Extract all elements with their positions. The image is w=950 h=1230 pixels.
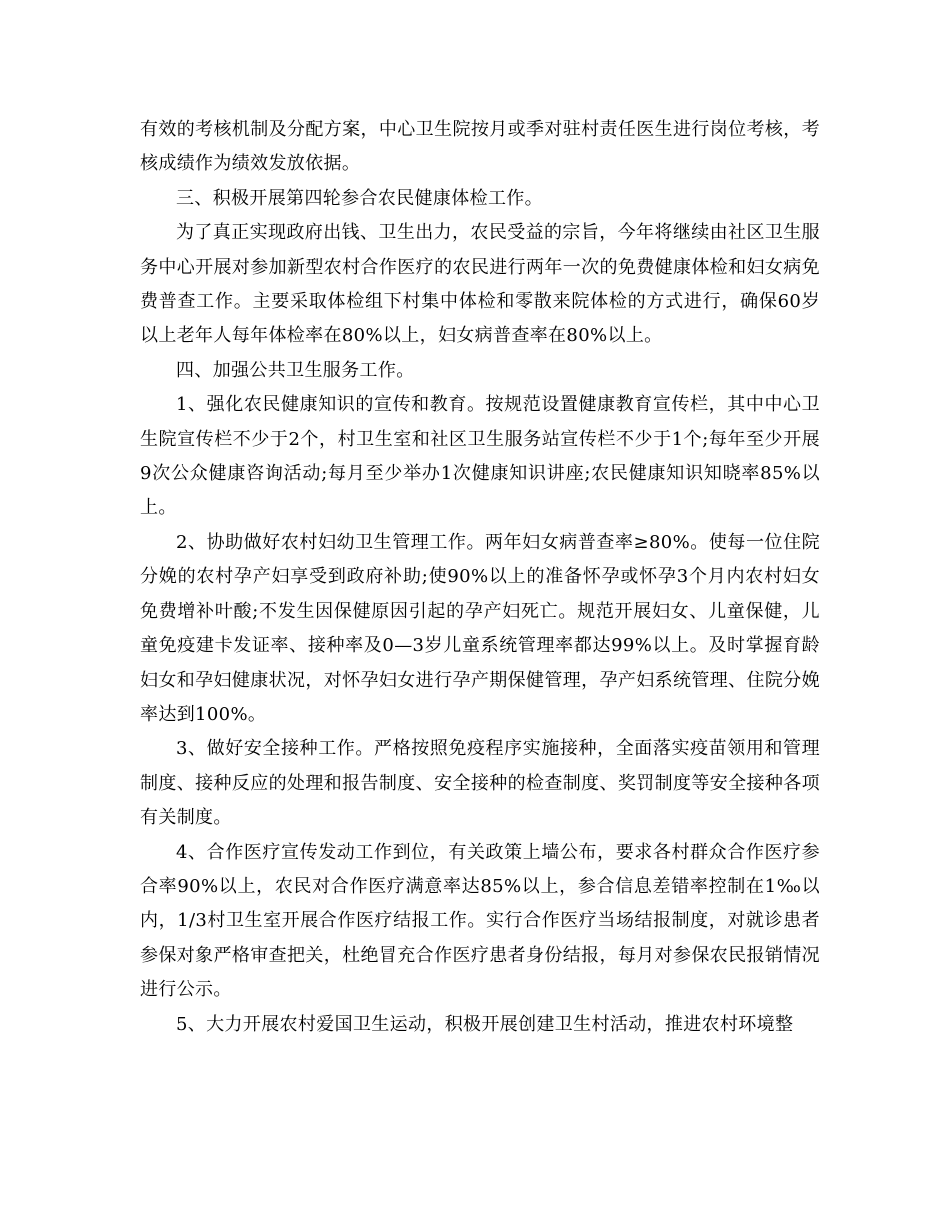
paragraph-item-2-maternal-child: 2、协助做好农村妇幼卫生管理工作。两年妇女病普查率≥80%。使每一位住院分娩的农村孕产妇享受到政府补助;使90%以上的准备怀孕或怀孕3个月内农村妇女免费增补叶酸;不发生因保健原因引起的孕产妇死亡。规范开展妇女、儿童保健，儿童免疫建卡发证率、接种率及0—3岁儿童系统管理率都达99%以上。及时掌握育龄妇女和孕妇健康状况，对怀孕妇女进行孕产期保健管理，孕产妇系统管理、住院分娩率达到100%。 bbox=[140, 531, 820, 725]
document-body bbox=[140, 113, 820, 1042]
paragraph-item-3-safe-vaccination: 3、做好安全接种工作。严格按照免疫程序实施接种，全面落实疫苗领用和管理制度、接种反应的处理和报告制度、安全接种的检查制度、奖罚制度等安全接种各项有关制度。 bbox=[140, 738, 820, 829]
paragraph-assessment-continued: 有效的考核机制及分配方案，中心卫生院按月或季对驻村责任医生进行岗位考核，考核成绩作为绩效发放依据。 bbox=[140, 119, 820, 175]
heading-section-three: 三、积极开展第四轮参合农民健康体检工作。 bbox=[176, 187, 543, 209]
paragraph-item-1-health-education: 1、强化农民健康知识的宣传和教育。按规范设置健康教育宣传栏，其中中心卫生院宣传栏不少于2个，村卫生室和社区卫生服务站宣传栏不少于1个;每年至少开展9次公众健康咨询活动;每月至少举办1次健康知识讲座;农民健康知识知晓率85%以上。 bbox=[140, 394, 820, 519]
paragraph-health-checkup: 为了真正实现政府出钱、卫生出力，农民受益的宗旨，今年将继续由社区卫生服务中心开展对参加新型农村合作医疗的农民进行两年一次的免费健康体检和妇女病免费普查工作。主要采取体检组下村集中体检和零散来院体检的方式进行，确保60岁以上老年人每年体检率在80%以上，妇女病普查率在80%以上。 bbox=[140, 222, 820, 347]
paragraph-item-4-cooperative-medical: 4、合作医疗宣传发动工作到位，有关政策上墙公布，要求各村群众合作医疗参合率90%以上，农民对合作医疗满意率达85%以上，参合信息差错率控制在1‰以内，1/3村卫生室开展合作医疗结报工作。实行合作医疗当场结报制度，对就诊患者参保对象严格审查把关，杜绝冒充合作医疗患者身份结报，每月对参保农民报销情况进行公示。 bbox=[140, 841, 820, 1001]
paragraph-item-5-patriotic-health: 5、大力开展农村爱国卫生运动，积极开展创建卫生村活动，推进农村环境整 bbox=[176, 1013, 794, 1035]
heading-section-four: 四、加强公共卫生服务工作。 bbox=[176, 359, 415, 381]
